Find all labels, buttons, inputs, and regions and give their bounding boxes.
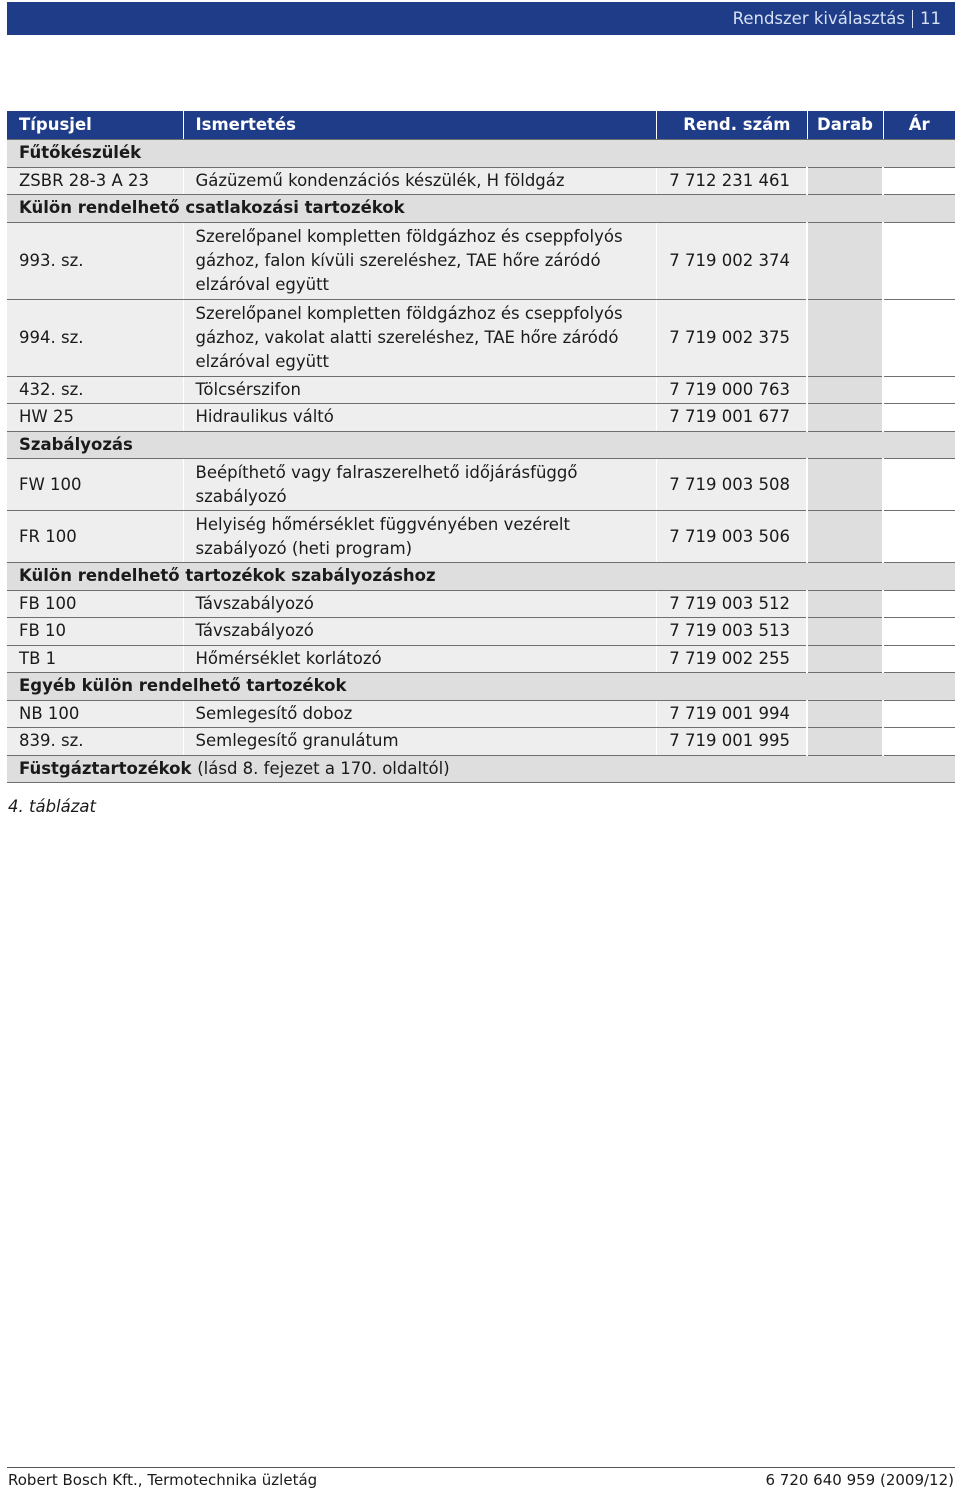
- row-order-number: 7 712 231 461: [656, 167, 807, 195]
- row-price-cell: [883, 459, 955, 511]
- col-header-quantity: Darab: [807, 111, 883, 140]
- section-title-flue: [7, 755, 955, 783]
- header-section-title: Rendszer kiválasztás: [732, 9, 905, 28]
- row-description: Semlegesítő granulátum: [183, 728, 656, 756]
- row-code: TB 1: [7, 645, 183, 673]
- row-order-number: 7 719 003 506: [656, 511, 807, 563]
- row-code: FB 10: [7, 618, 183, 646]
- row-order-number: 7 719 003 508: [656, 459, 807, 511]
- row-code: FW 100: [7, 459, 183, 511]
- section-title-bold: Füstgáztartozékok: [19, 758, 192, 778]
- section-row: [7, 195, 955, 223]
- row-description: Szerelőpanel kompletten földgázhoz és cseppfolyós gázhoz, vakolat alatti szereléshez, TAE hőre záródó elzáróval együtt: [183, 299, 656, 376]
- row-quantity-cell: [807, 222, 883, 299]
- row-code: 839. sz.: [7, 728, 183, 756]
- footer-document-number: 6 720 640 959 (2009/12): [765, 1471, 954, 1489]
- row-quantity-cell: [807, 459, 883, 511]
- row-quantity-cell: [807, 645, 883, 673]
- row-price-cell: [883, 728, 955, 756]
- section-row: [7, 563, 955, 591]
- row-price-cell: [883, 700, 955, 728]
- row-code: FR 100: [7, 511, 183, 563]
- row-description: Gázüzemű kondenzációs készülék, H földgáz: [183, 167, 656, 195]
- table-row: [7, 511, 955, 563]
- section-title: Külön rendelhető csatlakozási tartozékok: [7, 195, 955, 223]
- row-order-number: 7 719 002 255: [656, 645, 807, 673]
- row-order-number: 7 719 002 375: [656, 299, 807, 376]
- row-price-cell: [883, 404, 955, 432]
- row-quantity-cell: [807, 590, 883, 618]
- row-description: Beépíthető vagy falraszerelhető időjárásfüggő szabályozó: [183, 459, 656, 511]
- row-order-number: 7 719 003 513: [656, 618, 807, 646]
- row-price-cell: [883, 222, 955, 299]
- row-description: Távszabályozó: [183, 590, 656, 618]
- row-code: 993. sz.: [7, 222, 183, 299]
- row-price-cell: [883, 376, 955, 404]
- row-description: Helyiség hőmérséklet függvényében vezérelt szabályozó (heti program): [183, 511, 656, 563]
- section-title-note: (lásd 8. fejezet a 170. oldaltól): [197, 758, 450, 778]
- row-quantity-cell: [807, 511, 883, 563]
- table-row: [7, 167, 955, 195]
- table-row: [7, 645, 955, 673]
- header-page-number: 11: [920, 9, 941, 28]
- section-row: [7, 755, 955, 783]
- row-code: HW 25: [7, 404, 183, 432]
- section-row: [7, 673, 955, 701]
- section-title: Egyéb külön rendelhető tartozékok: [7, 673, 955, 701]
- footer-divider: [7, 1467, 955, 1468]
- row-price-cell: [883, 299, 955, 376]
- row-quantity-cell: [807, 700, 883, 728]
- col-header-order-number: Rend. szám: [656, 111, 807, 140]
- col-header-type: Típusjel: [7, 111, 183, 140]
- header-separator: [912, 10, 913, 28]
- table-row: [7, 590, 955, 618]
- row-code: NB 100: [7, 700, 183, 728]
- table-row: [7, 404, 955, 432]
- row-code: FB 100: [7, 590, 183, 618]
- row-order-number: 7 719 001 994: [656, 700, 807, 728]
- row-price-cell: [883, 511, 955, 563]
- row-price-cell: [883, 618, 955, 646]
- table-row: [7, 728, 955, 756]
- table-caption: 4. táblázat: [8, 797, 96, 816]
- row-quantity-cell: [807, 376, 883, 404]
- section-title: Külön rendelhető tartozékok szabályozáshoz: [7, 563, 955, 591]
- row-code: ZSBR 28-3 A 23: [7, 167, 183, 195]
- row-description: Szerelőpanel kompletten földgázhoz és cseppfolyós gázhoz, falon kívüli szereléshez, TAE hőre záródó elzáróval együtt: [183, 222, 656, 299]
- table-row: [7, 700, 955, 728]
- row-order-number: 7 719 003 512: [656, 590, 807, 618]
- section-title: Szabályozás: [7, 431, 955, 459]
- row-description: Távszabályozó: [183, 618, 656, 646]
- row-quantity-cell: [807, 167, 883, 195]
- table-row: [7, 459, 955, 511]
- table-row: [7, 376, 955, 404]
- section-title: Fűtőkészülék: [7, 140, 955, 168]
- row-price-cell: [883, 167, 955, 195]
- row-price-cell: [883, 645, 955, 673]
- row-quantity-cell: [807, 299, 883, 376]
- section-row: [7, 140, 955, 168]
- row-order-number: 7 719 002 374: [656, 222, 807, 299]
- section-row: [7, 431, 955, 459]
- footer-company: Robert Bosch Kft., Termotechnika üzletág: [8, 1471, 318, 1489]
- row-quantity-cell: [807, 404, 883, 432]
- row-order-number: 7 719 001 677: [656, 404, 807, 432]
- row-code: 994. sz.: [7, 299, 183, 376]
- row-price-cell: [883, 590, 955, 618]
- table-row: [7, 222, 955, 299]
- table-row: [7, 299, 955, 376]
- col-header-description: Ismertetés: [183, 111, 656, 140]
- page-header: [7, 2, 955, 35]
- row-description: Tölcsérszifon: [183, 376, 656, 404]
- parts-table: [7, 111, 955, 783]
- col-header-price: Ár: [883, 111, 955, 140]
- row-quantity-cell: [807, 728, 883, 756]
- table-header-row: [7, 111, 955, 140]
- row-description: Hőmérséklet korlátozó: [183, 645, 656, 673]
- row-quantity-cell: [807, 618, 883, 646]
- row-order-number: 7 719 001 995: [656, 728, 807, 756]
- row-code: 432. sz.: [7, 376, 183, 404]
- table-row: [7, 618, 955, 646]
- row-order-number: 7 719 000 763: [656, 376, 807, 404]
- row-description: Hidraulikus váltó: [183, 404, 656, 432]
- row-description: Semlegesítő doboz: [183, 700, 656, 728]
